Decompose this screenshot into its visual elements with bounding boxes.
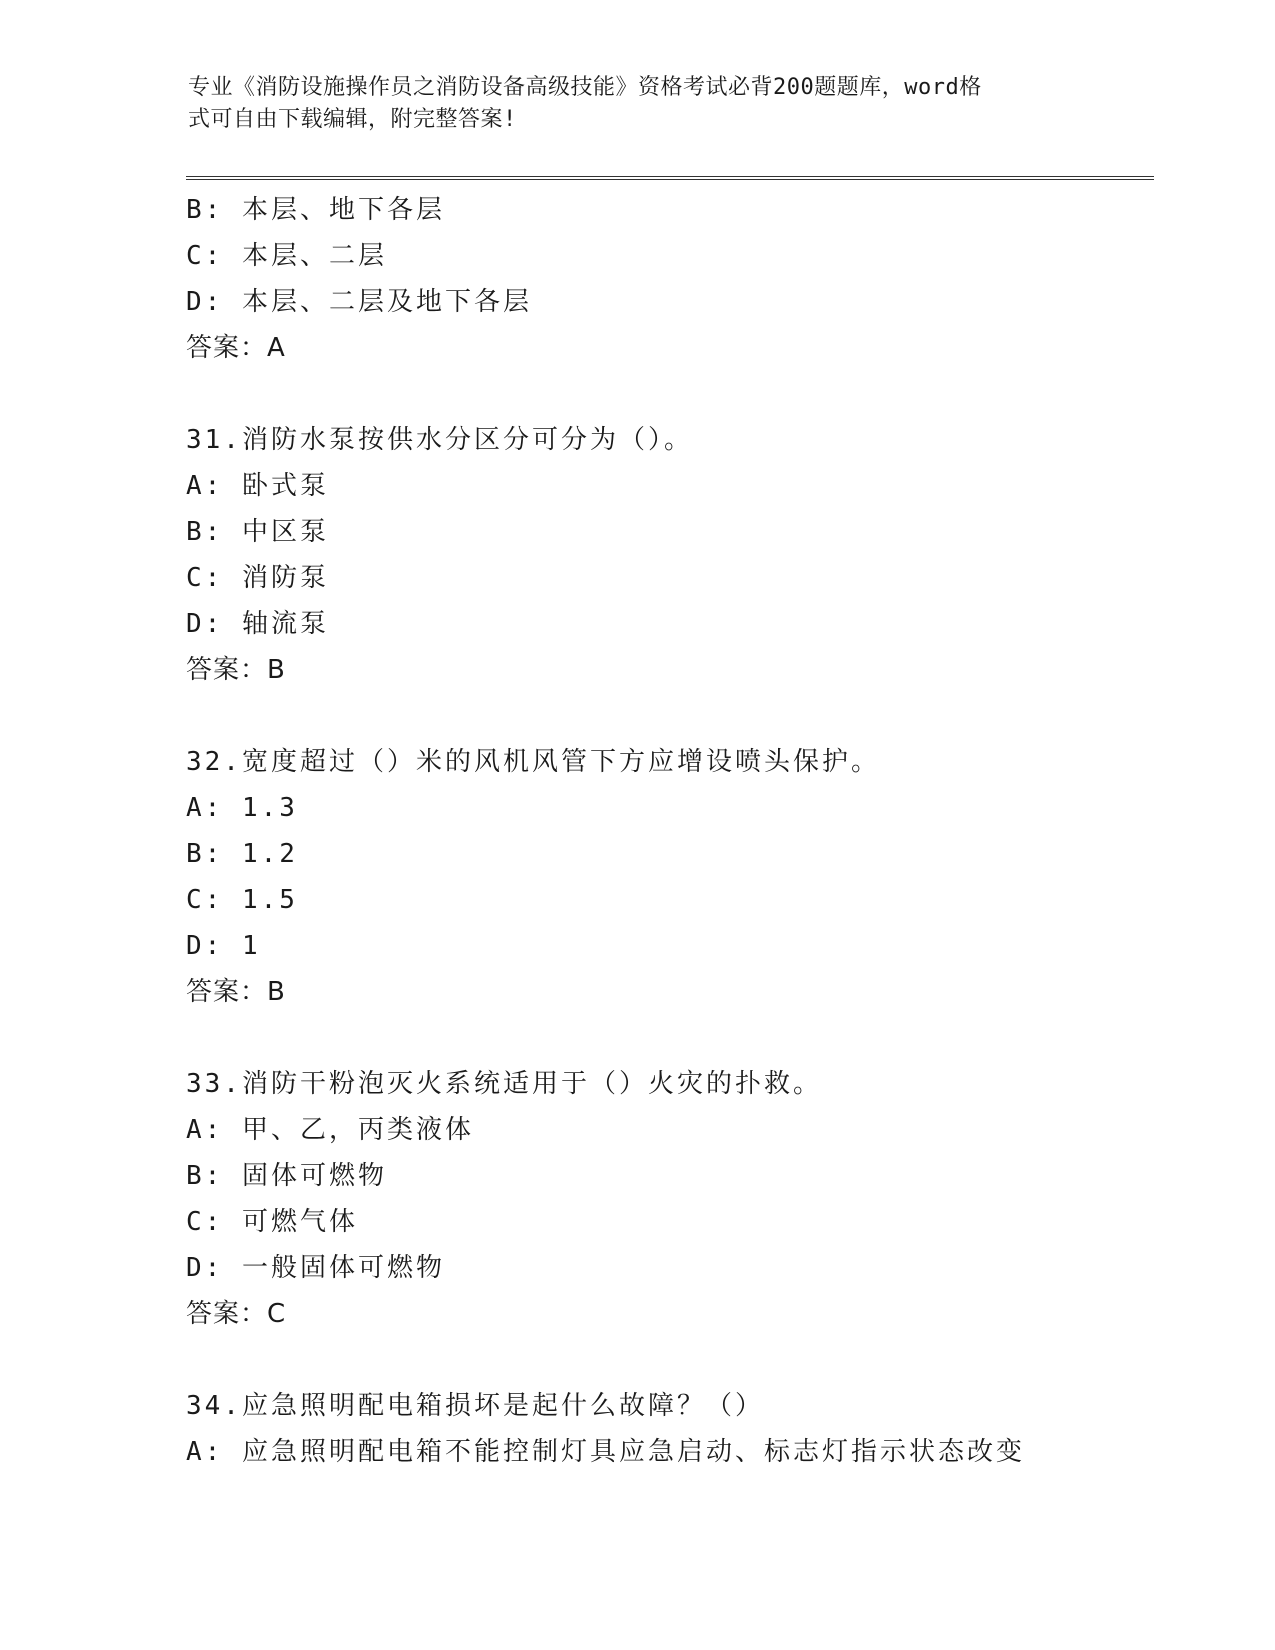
spacer: [186, 1015, 1166, 1061]
option-b: B: 固体可燃物: [186, 1161, 387, 1191]
answer-line: 答案：A: [186, 333, 286, 363]
option-d: D: 一般固体可燃物: [186, 1253, 445, 1283]
question-32: [186, 739, 1166, 1015]
header-line-1: 专业《消防设施操作员之消防设备高级技能》资格考试必背200题题库，word格: [188, 75, 982, 100]
question-stem: 34.应急照明配电箱损坏是起什么故障？（）: [186, 1391, 764, 1421]
option-d: D: 轴流泵: [186, 609, 329, 639]
option-b: B: 1.2: [186, 839, 298, 869]
option-b: B: 本层、地下各层: [186, 195, 445, 225]
question-33: [186, 1061, 1166, 1337]
question-stem: 32.宽度超过（）米的风机风管下方应增设喷头保护。: [186, 747, 880, 777]
option-a: A: 1.3: [186, 793, 298, 823]
question-30-continued: [186, 187, 1166, 371]
option-b: B: 中区泵: [186, 517, 329, 547]
option-c: C: 可燃气体: [186, 1207, 358, 1237]
option-a: A: 甲、乙，丙类液体: [186, 1115, 474, 1145]
option-a: A: 卧式泵: [186, 471, 329, 501]
option-a: A: 应急照明配电箱不能控制灯具应急启动、标志灯指示状态改变: [186, 1437, 1025, 1467]
option-c: C: 1.5: [186, 885, 298, 915]
answer-line: 答案：B: [186, 655, 286, 685]
spacer: [186, 371, 1166, 417]
question-stem: 33.消防干粉泡灭火系统适用于（）火灾的扑救。: [186, 1069, 822, 1099]
header-divider: [186, 176, 1154, 180]
answer-line: 答案：B: [186, 977, 286, 1007]
answer-line: 答案：C: [186, 1299, 287, 1329]
spacer: [186, 693, 1166, 739]
question-34: [186, 1383, 1166, 1475]
option-c: C: 本层、二层: [186, 241, 387, 271]
question-list: [186, 187, 1166, 1475]
question-stem: 31.消防水泵按供水分区分可分为（）。: [186, 425, 693, 455]
spacer: [186, 1337, 1166, 1383]
header-line-2: 式可自由下载编辑，附完整答案!: [188, 107, 517, 132]
option-d: D: 1: [186, 931, 261, 961]
document-header: [188, 72, 1068, 136]
option-d: D: 本层、二层及地下各层: [186, 287, 532, 317]
option-c: C: 消防泵: [186, 563, 329, 593]
question-31: [186, 417, 1166, 693]
